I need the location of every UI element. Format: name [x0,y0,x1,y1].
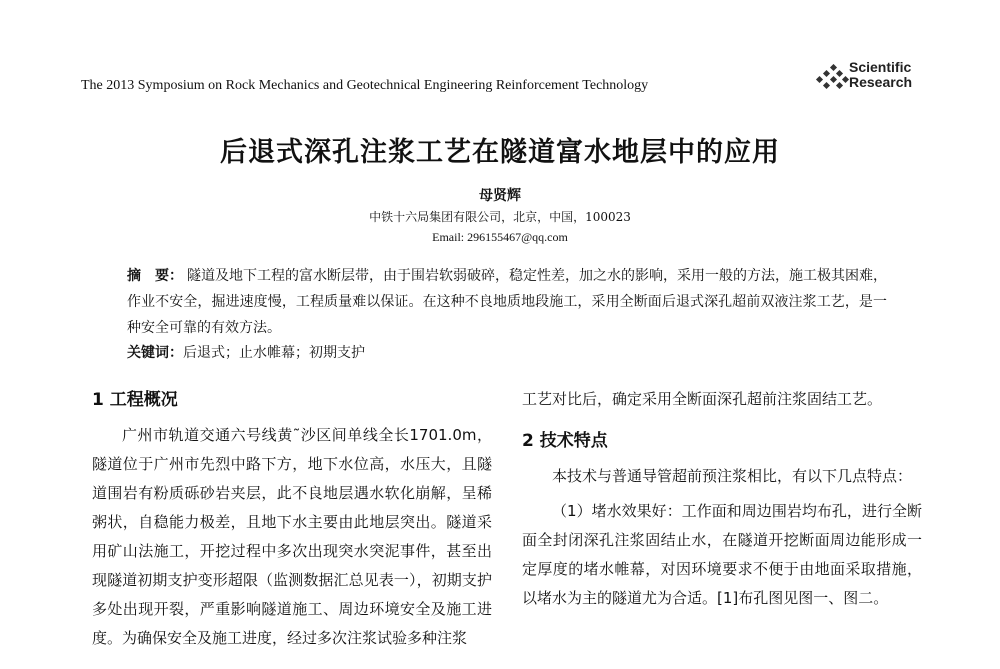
logo-line-2: Research [849,74,913,90]
diamond-cluster-icon [815,64,851,92]
section-2-heading: 2 技术特点 [522,431,608,451]
abstract-text: 隧道及地下工程的富水断层带，由于围岩软弱破碎，稳定性差，加之水的影响，采用一般的方法，施工极其困难，作业不安全，掘进速度慢，工程质量难以保证。在这种不良地质地段施工，采用全断面后退式深孔超前双液注浆工艺，是一种安全可靠的有效方法。 [127,268,887,336]
section-2-paragraph-2: （1）堵水效果好：工作面和周边围岩均布孔，进行全断面全封闭深孔注浆固结止水，在隧道开挖断面周边能形成一定厚度的堵水帷幕，对因环境要求不便于由地面采取措施，以堵水为主的隧道尤为合适。[1]布孔图见图一、图二。 [522,502,922,607]
symposium-title: The 2013 Symposium on Rock Mechanics and Geotechnical Engineering Reinforcement Technology [81,78,649,93]
section-2-paragraph-1: 本技术与普通导管超前预注浆相比，有以下几点特点： [552,467,913,485]
right-column [522,385,922,613]
keywords-text: 后退式；止水帷幕；初期支护 [183,345,365,361]
author-name: 母贤辉 [479,188,521,204]
paper-title: 后退式深孔注浆工艺在隧道富水地层中的应用 [220,137,780,168]
logo-text [849,60,912,90]
author-email: Email: 296155467@qq.com [432,230,568,244]
keywords [127,340,887,366]
continued-text: 工艺对比后，确定采用全断面深孔超前注浆固结工艺。 [522,390,883,408]
page-header [81,59,941,102]
section-1-paragraph: 广州市轨道交通六号线黄˜沙区间单线全长1701.0m，隧道位于广州市先烈中路下方，地下水位高，水压大，且隧道围岩有粉质砾砂岩夹层，此不良地层遇水软化崩解，呈稀粥状，自稳能力极差，且地下水主要由此地层突出。隧道采用矿山法施工，开挖过程中多次出现突水突泥事件，甚至出现隧道初期支护变形超限（监测数据汇总见表一），初期支护多处出现开裂，严重影响隧道施工、周边环境安全及施工进度。为确保安全及施工进度，经过多次注浆试验多种注浆 [92,426,492,647]
affiliation: 中铁十六局集团有限公司，北京，中国，100023 [369,210,631,224]
publisher-logo [815,60,935,100]
abstract [127,263,887,341]
keywords-label: 关键词： [127,345,183,361]
section-1-heading: 1 工程概况 [92,390,178,410]
left-column [92,385,492,653]
abstract-label: 摘 要： [127,268,183,284]
logo-line-1: Scientific [849,59,912,75]
